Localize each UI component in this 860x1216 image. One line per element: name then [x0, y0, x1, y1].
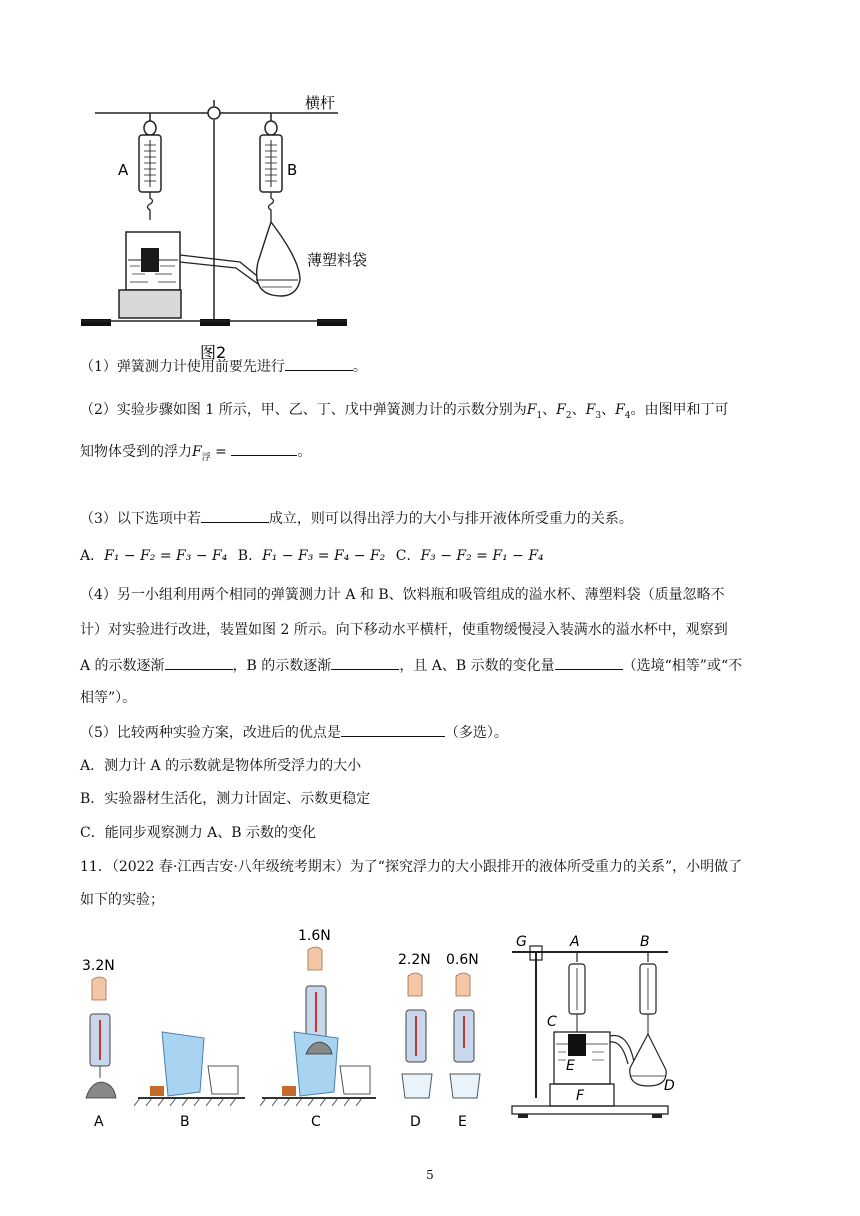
q1-end: 。 [352, 359, 367, 375]
question-4-line2: 计）对实验进行改进，装置如图 2 所示。向下移动水平横杆，使重物缓慢浸入装满水的溢水杯中，观察到 [80, 622, 728, 638]
apparatus [512, 934, 675, 1118]
bar-label: 横杆 [305, 94, 336, 112]
caption-e: E [458, 1114, 467, 1130]
buoyancy-sub: 浮 [201, 452, 211, 463]
f3-sub: 3 [595, 410, 602, 421]
q3-option-b[interactable]: B． [237, 548, 263, 564]
question-4-line1: （4）另一小组利用两个相同的弹簧测力计 A 和 B、饮料瓶和吸管组成的溢水杯、薄塑料袋（质量忽略不 [80, 587, 725, 603]
question-3-options [80, 546, 544, 566]
q4-blank-2[interactable] [331, 655, 399, 670]
question-11-line2: 如下的实验； [80, 892, 164, 908]
sep: 、 [571, 402, 586, 418]
question-4-line4: 相等”）。 [80, 690, 137, 706]
q3-blank[interactable] [201, 508, 269, 523]
q5-option-b[interactable]: B．实验器材生活化，测力计固定、示数更稳定 [80, 791, 371, 807]
step-c [260, 928, 376, 1130]
step-a [82, 958, 116, 1130]
caption-b: B [180, 1114, 190, 1130]
caption-d: D [410, 1114, 421, 1130]
step-e [446, 952, 480, 1130]
q3-option-c-eq: F₃ − F₂ = F₁ − F₄ [420, 548, 544, 564]
buoyancy-symbol: F [192, 444, 202, 460]
q3-option-a-eq: F₁ − F₂ = F₃ − F₄ [104, 548, 228, 564]
q5-text: （5）比较两种实验方案，改进后的优点是 [80, 725, 341, 741]
plastic-bag [256, 222, 367, 296]
app-label-c: C [547, 1014, 557, 1030]
caption-a: A [94, 1114, 104, 1130]
app-label-b: B [640, 934, 650, 950]
q5-option-a[interactable]: A．测力计 A 的示数就是物体所受浮力的大小 [80, 758, 362, 774]
q3-option-b-eq: F₁ − F₃ = F₄ − F₂ [262, 548, 386, 564]
sep: 、 [601, 402, 616, 418]
q1-blank[interactable] [285, 356, 353, 371]
equals: = [210, 444, 232, 460]
sep: 、 [542, 402, 557, 418]
q2-line2-text: 知物体受到的浮力 [80, 444, 192, 460]
f2-symbol: F [556, 402, 566, 418]
f1-sub: 1 [536, 410, 543, 421]
q5-option-c[interactable]: C．能同步观察测力 A、B 示数的变化 [80, 825, 317, 841]
question-3 [80, 508, 633, 529]
q3-option-a[interactable]: A． [80, 548, 105, 564]
reading-d: 2.2N [398, 952, 431, 968]
caption-c: C [311, 1114, 321, 1130]
q3-text: （3）以下选项中若 [80, 511, 201, 527]
question-5 [80, 722, 508, 743]
q4-blank-1[interactable] [165, 655, 233, 670]
scale-a-label: A [118, 161, 129, 179]
f4-sub: 4 [624, 410, 631, 421]
q2-text: （2）实验步骤如图 1 所示，甲、乙、丁、戊中弹簧测力计的示数分别为 [80, 402, 527, 418]
f1-symbol: F [526, 402, 537, 418]
question-11-line1: 11．（2022 春·江西吉安·八年级统考期末）为了“探究浮力的大小跟排开的液体所受重力的关系”，小明做了 [80, 859, 743, 875]
q4-blank-3[interactable] [555, 655, 623, 670]
q5-blank[interactable] [341, 722, 445, 737]
spring-scale-b [260, 113, 297, 222]
q4-text-c: ，且 A、B 示数的变化量 [399, 658, 555, 674]
reading-e: 0.6N [446, 952, 479, 968]
overflow-cup [119, 232, 262, 318]
question-1 [80, 356, 367, 377]
question-2-line1 [80, 400, 729, 426]
f4-symbol: F [615, 402, 625, 418]
f3-symbol: F [585, 402, 596, 418]
figure-2-caption: 图2 [200, 343, 227, 362]
figure-11 [0, 920, 860, 1140]
q2-text-end: 。由图甲和丁可 [630, 402, 729, 418]
figure-2 [0, 0, 860, 370]
q3-text-end: 成立，则可以得出浮力的大小与排开液体所受重力的关系。 [268, 511, 633, 527]
q4-text-a: A 的示数逐渐 [80, 658, 165, 674]
q1-text: （1）弹簧测力计使用前要先进行 [80, 359, 285, 375]
question-4-line3 [80, 655, 742, 676]
scale-b-label: B [287, 161, 298, 179]
q5-text-end: （多选）。 [444, 725, 508, 741]
reading-c: 1.6N [298, 928, 331, 944]
step-b [134, 1032, 245, 1130]
page-number: 5 [426, 1168, 434, 1182]
q4-text-d: （选境“相等”或“不 [622, 658, 743, 674]
question-2-line2 [80, 441, 311, 468]
app-label-d: D [664, 1078, 675, 1094]
spring-scale-a [118, 113, 161, 220]
q4-text-b: ，B 的示数逐渐 [232, 658, 332, 674]
step-d [398, 952, 432, 1130]
app-label-e: E [566, 1058, 575, 1074]
bag-label: 薄塑料袋 [307, 251, 368, 269]
q3-option-c[interactable]: C． [395, 548, 421, 564]
reading-a: 3.2N [82, 958, 115, 974]
app-label-g: G [516, 934, 527, 950]
f2-sub: 2 [565, 410, 572, 421]
q2-end: 。 [297, 444, 312, 460]
app-label-f: F [576, 1088, 585, 1104]
q2-blank[interactable] [231, 441, 297, 456]
app-label-a: A [570, 934, 580, 950]
